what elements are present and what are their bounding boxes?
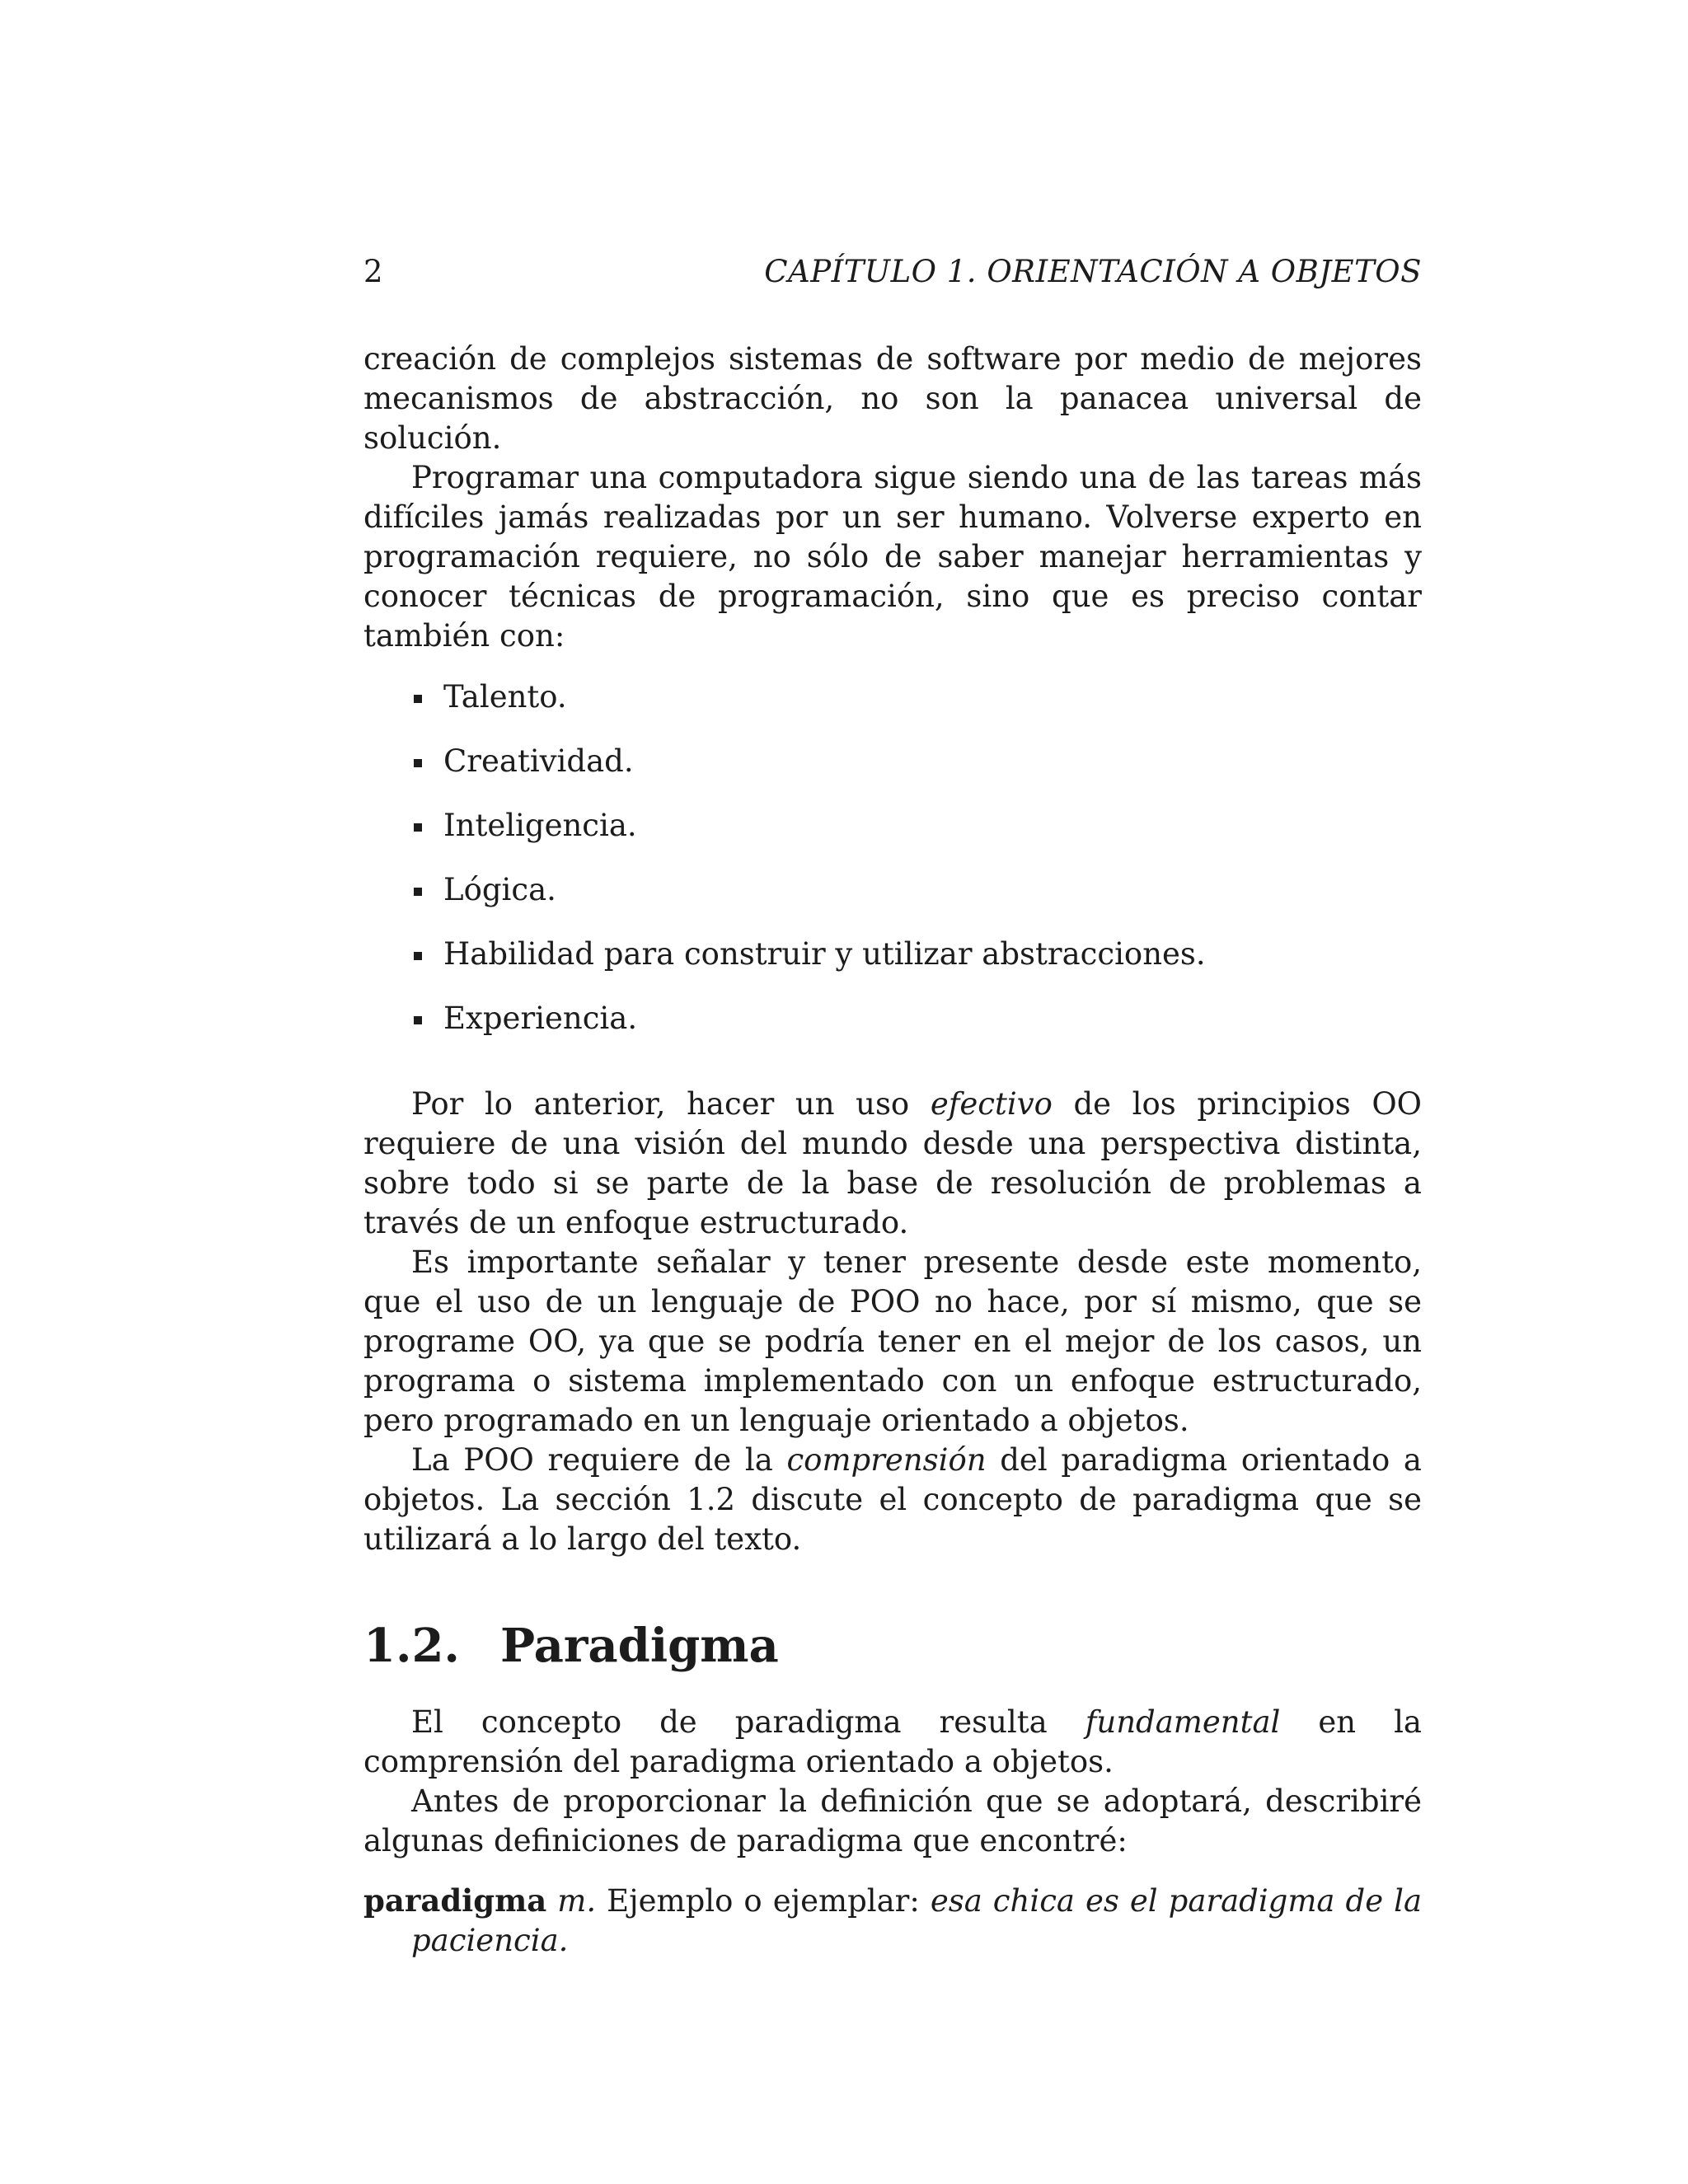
section-heading: [363, 1617, 1422, 1675]
list-item: [363, 935, 1422, 999]
emphasis: fundamental: [1085, 1704, 1281, 1740]
text-run: La POO requiere de la: [411, 1442, 787, 1478]
definition-entry: [363, 1881, 1422, 1961]
text-run: El concepto de paradigma resulta: [411, 1704, 1085, 1740]
paragraph-programar: Programar una computadora sigue siendo una de las tareas más difíciles jamás realizadas por un ser humano. Volverse experto en programación requiere, no sólo de saber manejar herramientas y conocer técnicas de programación, sino que es preciso contar también con:: [363, 460, 1422, 654]
list-item-text: Talento.: [443, 679, 567, 715]
page-number: 2: [363, 254, 383, 289]
list-item-text: Inteligencia.: [443, 808, 637, 843]
paragraph-continuation: creación de complejos sistemas de software por medio de mejores mecanismos de abstracción, no son la panacea universal de solución.: [363, 341, 1422, 456]
square-bullet-icon: [414, 695, 422, 703]
skills-list: [363, 677, 1422, 1063]
paragraph-antes-de: Antes de proporcionar la definición que se adoptará, describiré algunas definiciones de paradigma que encontré:: [363, 1783, 1422, 1858]
square-bullet-icon: [414, 823, 422, 832]
paragraph-el-concepto: [363, 1703, 1422, 1782]
square-bullet-icon: [414, 888, 422, 896]
document-page: [363, 247, 1422, 1961]
square-bullet-icon: [414, 1016, 422, 1024]
chapter-title: CAPÍTULO 1. ORIENTACIÓN A OBJETOS: [764, 254, 1422, 289]
part-of-speech: m.: [557, 1883, 597, 1919]
list-item-text: Creatividad.: [443, 743, 634, 779]
running-header: [363, 247, 1422, 297]
definition-term: paradigma: [363, 1882, 547, 1919]
list-item: [363, 999, 1422, 1063]
section-number: 1.2.: [363, 1619, 460, 1673]
list-item: [363, 677, 1422, 742]
list-item: [363, 870, 1422, 935]
definition-example: esa chica es el paradigma de la paciencia.: [411, 1883, 1422, 1958]
list-item: [363, 742, 1422, 806]
paragraph-es-importante: Es importante señalar y tener presente desde este momento, que el uso de un lenguaje de POO no hace, por sí mismo, que se programe OO, ya que se podría tener en el mejor de los casos, un programa o sistema implementado con un enfoque estructurado, pero programado en un lenguaje orientado a objetos.: [363, 1244, 1422, 1438]
paragraph-por-lo-anterior: [363, 1085, 1422, 1243]
definition-text: Ejemplo o ejemplar:: [596, 1883, 931, 1919]
square-bullet-icon: [414, 759, 422, 767]
body-text: [363, 340, 1422, 1961]
emphasis: comprensión: [786, 1442, 987, 1478]
text-run: de los principios OO requiere de una visión del mundo desde una perspectiva distinta, sobre todo si se parte de la base de resolución de problemas a través de un enfoque estructurado.: [363, 1086, 1422, 1240]
list-item-text: Lógica.: [443, 872, 556, 907]
emphasis: efectivo: [930, 1086, 1053, 1122]
text-run: del paradigma orientado a objetos. La sección 1.2 discute el concepto de paradigma que se utilizará a lo largo del texto.: [363, 1442, 1422, 1557]
list-item-text: Habilidad para construir y utilizar abstracciones.: [443, 936, 1206, 972]
list-item: [363, 806, 1422, 870]
list-item-text: Experiencia.: [443, 1001, 638, 1036]
text-run: Por lo anterior, hacer un uso: [411, 1086, 931, 1122]
text-run: en la comprensión del paradigma orientado a objetos.: [363, 1704, 1422, 1779]
paragraph-la-poo: [363, 1441, 1422, 1559]
square-bullet-icon: [414, 952, 422, 960]
section-title: Paradigma: [500, 1619, 779, 1673]
